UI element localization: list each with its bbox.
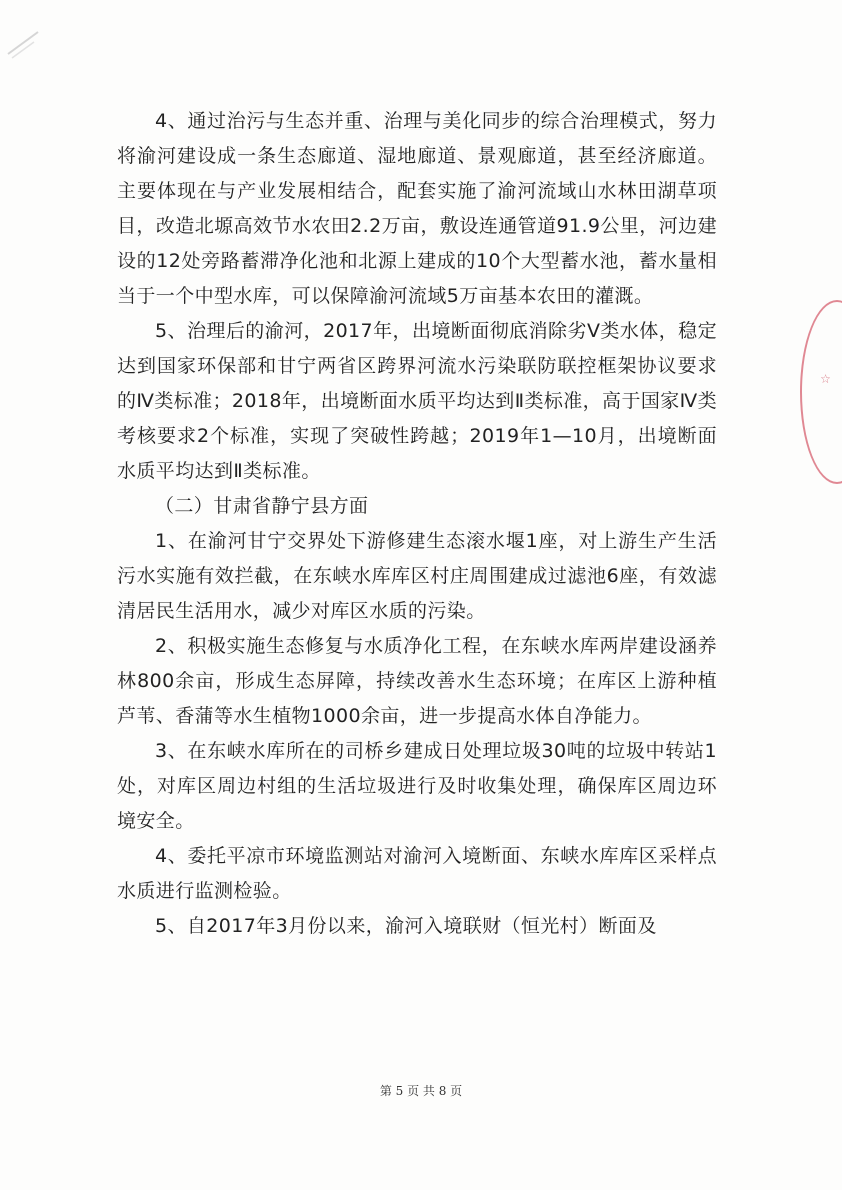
paragraph: 5、自2017年3月份以来，渝河入境联财（恒光村）断面及: [155, 915, 657, 937]
page-footer: 第 5 页 共 8 页: [379, 1084, 463, 1098]
paragraph: 4、委托平凉市环境监测站对渝河入境断面、东峡水库库区采样点水质进行监测检验。: [117, 845, 717, 902]
section-heading: （二）甘肃省静宁县方面: [155, 495, 369, 517]
paragraph: 5、治理后的渝河，2017年，出境断面彻底消除劣V类水体，稳定达到国家环保部和甘宁两省区跨界河流水污染联防联控框架协议要求的Ⅳ类标准；2018年，出境断面水质平均达到Ⅱ类标准，高于国家Ⅳ类考核要求2个标准，实现了突破性跨越；2019年1—10月，出境断面水质平均达到Ⅱ类标准。: [117, 320, 717, 482]
paragraph: 3、在东峡水库所在的司桥乡建成日处理垃圾30吨的垃圾中转站1处，对库区周边村组的生活垃圾进行及时收集处理，确保库区周边环境安全。: [117, 740, 717, 832]
paragraph: 1、在渝河甘宁交界处下游修建生态滚水堰1座，对上游生产生活污水实施有效拦截，在东峡水库库区村庄周围建成过滤池6座，有效滤清居民生活用水，减少对库区水质的污染。: [117, 530, 717, 622]
paragraph: 4、通过治污与生态并重、治理与美化同步的综合治理模式，努力将渝河建设成一条生态廊道、湿地廊道、景观廊道，甚至经济廊道。主要体现在与产业发展相结合，配套实施了渝河流域山水林田湖草项目，改造北塬高效节水农田2.2万亩，敷设连通管道91.9公里，河边建设的12处旁路蓄滞净化池和北源上建成的10个大型蓄水池，蓄水量相当于一个中型水库，可以保障渝河流域5万亩基本农田的灌溉。: [117, 110, 717, 307]
official-seal-icon: ☆: [800, 300, 842, 484]
scan-mark-icon: [4, 24, 44, 64]
document-body: [117, 104, 717, 944]
paragraph: 2、积极实施生态修复与水质净化工程，在东峡水库两岸建设涵养林800余亩，形成生态屏障，持续改善水生态环境；在库区上游种植芦苇、香蒲等水生植物1000余亩，进一步提高水体自净能力。: [117, 635, 717, 727]
